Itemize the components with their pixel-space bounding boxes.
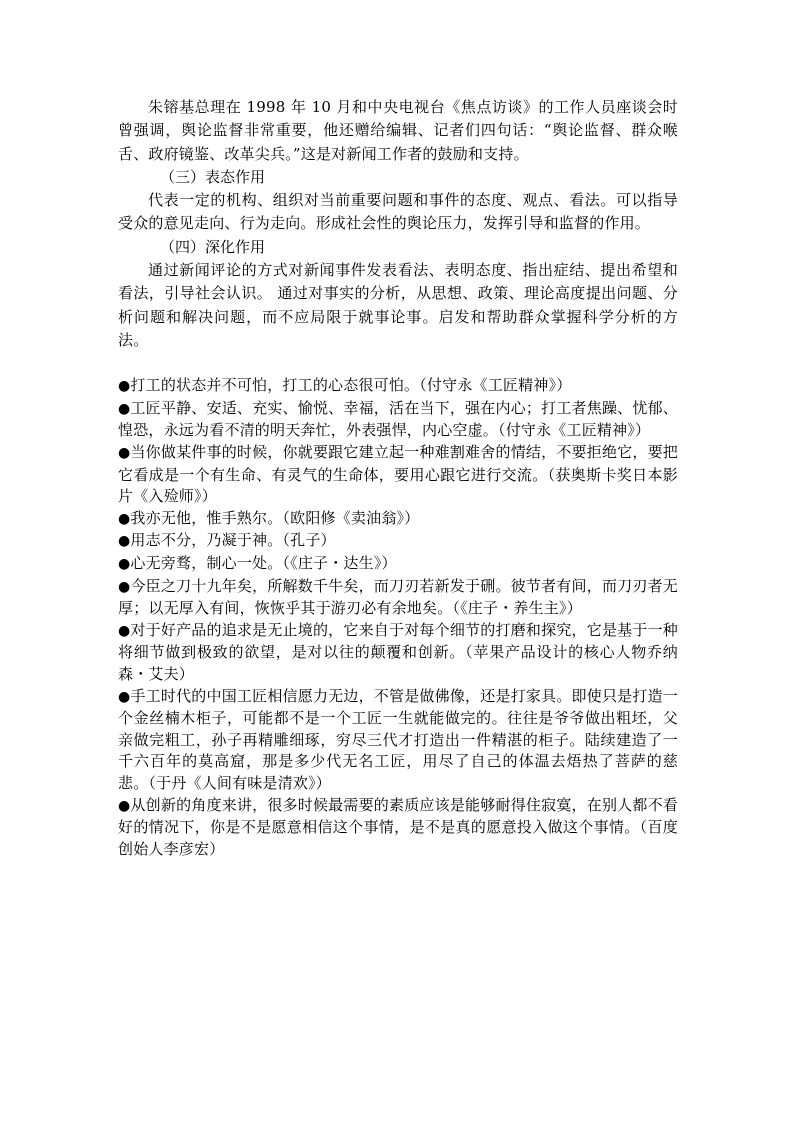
paragraph-biaotai: 代表一定的机构、组织对当前重要问题和事件的态度、观点、看法。可以指导受众的意见走向、行为走向。形成社会性的舆论压力，发挥引导和监督的作用。 bbox=[118, 191, 678, 233]
bullet-icon: ● bbox=[118, 445, 131, 462]
quote-list bbox=[118, 375, 678, 860]
quote-text: 手工时代的中国工匠相信愿力无边，不管是做佛像，还是打家具。即使只是打造一个金丝楠木柜子，可能都不是一个工匠一生就能做完的。往往是爷爷做出粗坯，父亲做完粗工，孙子再精雕细琢，穷尽三代才打造出一件精湛的柜子。陆续建造了一千六百年的莫高窟，那是多少代无名工匠，用尽了自己的体温去焐热了菩萨的慈悲。（于丹《人间有味是清欢》） bbox=[118, 686, 678, 792]
quote-item bbox=[118, 375, 678, 398]
quote-item bbox=[118, 508, 678, 531]
bullet-icon: ● bbox=[118, 578, 131, 595]
section-heading-4: （四）深化作用 bbox=[160, 237, 266, 256]
quote-text: 今臣之刀十九年矣，所解数千牛矣，而刀刃若新发于硎。彼节者有间，而刀刃者无厚；以无厚入有间，恢恢乎其于游刃必有余地矣。（《庄子・养生主》） bbox=[118, 576, 678, 618]
bullet-icon: ● bbox=[118, 797, 131, 814]
bullet-icon: ● bbox=[118, 378, 131, 395]
bullet-icon: ● bbox=[118, 400, 131, 417]
quote-text: 心无旁骛，制心一处。（《庄子・达生》） bbox=[130, 554, 397, 573]
quote-item bbox=[118, 530, 678, 553]
bullet-icon: ● bbox=[118, 556, 131, 573]
bullet-icon: ● bbox=[118, 688, 131, 705]
bullet-icon: ● bbox=[118, 622, 131, 639]
quote-text: 对于好产品的追求是无止境的，它来自于对每个细节的打磨和探究，它是基于一种将细节做到极致的欲望，是对以往的颠覆和创新。（苹果产品设计的核心人物乔纳森・艾夫） bbox=[118, 620, 678, 683]
quote-item bbox=[118, 442, 678, 508]
quote-text: 我亦无他，惟手熟尔。（欧阳修《卖油翁》） bbox=[130, 508, 420, 527]
quote-item bbox=[118, 686, 678, 795]
blank-line bbox=[118, 352, 678, 375]
quote-item bbox=[118, 398, 678, 442]
quote-item bbox=[118, 620, 678, 686]
document-body bbox=[118, 96, 678, 860]
quote-text: 工匠平静、安适、充实、愉悦、幸福，活在当下，强在内心；打工者焦躁、忧郁、惶恐，永远为看不清的明天奔忙，外表强悍，内心空虚。（付守永《工匠精神》） bbox=[118, 398, 678, 440]
quote-item bbox=[118, 795, 678, 861]
bullet-icon: ● bbox=[118, 510, 131, 527]
bullet-icon: ● bbox=[118, 533, 131, 550]
section-heading-3: （三）表态作用 bbox=[160, 167, 266, 186]
quote-text: 从创新的角度来讲，很多时候最需要的素质应该是能够耐得住寂寞，在别人都不看好的情况下，你是不是愿意相信这个事情，是不是真的愿意投入做这个事情。（百度创始人李彦宏） bbox=[118, 795, 678, 858]
paragraph-zhu-rongji: 朱镕基总理在 1998 年 10 月和中央电视台《焦点访谈》的工作人员座谈会时曾强调，舆论监督非常重要，他还赠给编辑、记者们四句话：“舆论监督、群众喉舌、政府镜鉴、改革尖兵。”这是对新闻工作者的鼓励和支持。 bbox=[118, 98, 678, 163]
quote-text: 用志不分，乃凝于神。（孔子） bbox=[130, 531, 336, 550]
quote-text: 打工的状态并不可怕，打工的心态很可怕。（付守永《工匠精神》） bbox=[130, 376, 572, 395]
paragraph-shenhua: 通过新闻评论的方式对新闻事件发表看法、表明态度、指出症结、提出希望和看法，引导社会认识。 通过对事实的分析，从思想、政策、理论高度提出问题、分析问题和解决问题，而不应局限于就事论事。启发和帮助群众掌握科学分析的方法。 bbox=[118, 261, 678, 349]
quote-item bbox=[118, 576, 678, 620]
quote-item bbox=[118, 553, 678, 576]
quote-text: 当你做某件事的时候，你就要跟它建立起一种难割难舍的情结，不要拒绝它，要把它看成是一个有生命、有灵气的生命体，要用心跟它进行交流。（获奥斯卡奖日本影片《入殓师》） bbox=[118, 443, 678, 506]
